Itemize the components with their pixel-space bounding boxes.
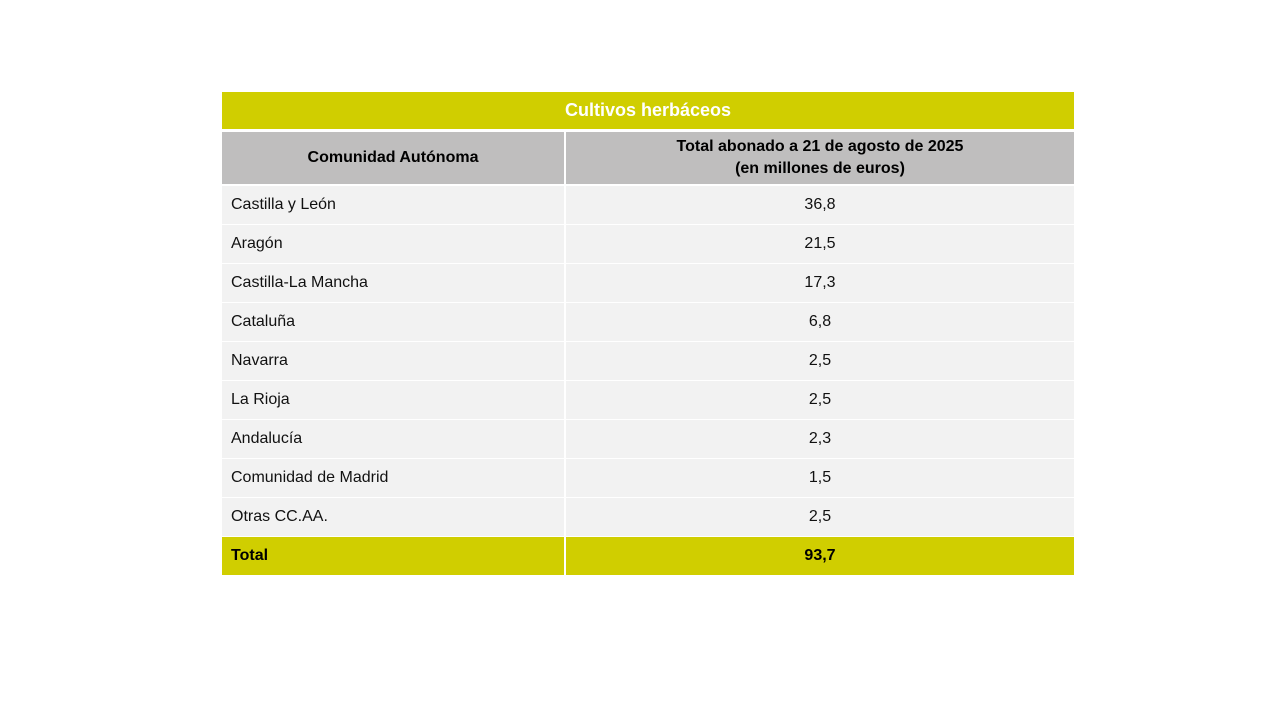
region-cell: Cataluña — [222, 303, 566, 341]
payments-table — [222, 92, 1074, 575]
value-cell: 1,5 — [808, 469, 832, 486]
total-value: 93,7 — [804, 547, 836, 564]
header-total — [566, 132, 1074, 184]
table-row — [222, 186, 1074, 225]
value-cell: 17,3 — [804, 274, 836, 291]
region-cell: Castilla y León — [222, 186, 566, 224]
region-cell: Otras CC.AA. — [222, 498, 566, 536]
table-row — [222, 342, 1074, 381]
header-region: Comunidad Autónoma — [222, 132, 566, 184]
table-row — [222, 420, 1074, 459]
region-cell: Comunidad de Madrid — [222, 459, 566, 497]
table-row — [222, 459, 1074, 498]
region-cell: La Rioja — [222, 381, 566, 419]
header-total-line2: (en millones de euros) — [735, 160, 905, 177]
region-cell: Navarra — [222, 342, 566, 380]
table-row — [222, 225, 1074, 264]
value-cell: 21,5 — [804, 235, 836, 252]
region-cell: Andalucía — [222, 420, 566, 458]
table-row — [222, 498, 1074, 537]
value-cell: 2,5 — [808, 352, 832, 369]
table-total-row — [222, 537, 1074, 575]
header-total-line1: Total abonado a 21 de agosto de 2025 — [676, 138, 964, 155]
value-cell: 6,8 — [808, 313, 832, 330]
region-cell: Aragón — [222, 225, 566, 263]
region-cell: Castilla-La Mancha — [222, 264, 566, 302]
value-cell: 36,8 — [804, 196, 836, 213]
table-row — [222, 381, 1074, 420]
value-cell: 2,3 — [808, 430, 832, 447]
table-row — [222, 264, 1074, 303]
table-title: Cultivos herbáceos — [222, 92, 1074, 132]
value-cell: 2,5 — [808, 508, 832, 525]
value-cell: 2,5 — [808, 391, 832, 408]
table-header-row — [222, 132, 1074, 186]
table-row — [222, 303, 1074, 342]
total-label: Total — [222, 537, 566, 575]
